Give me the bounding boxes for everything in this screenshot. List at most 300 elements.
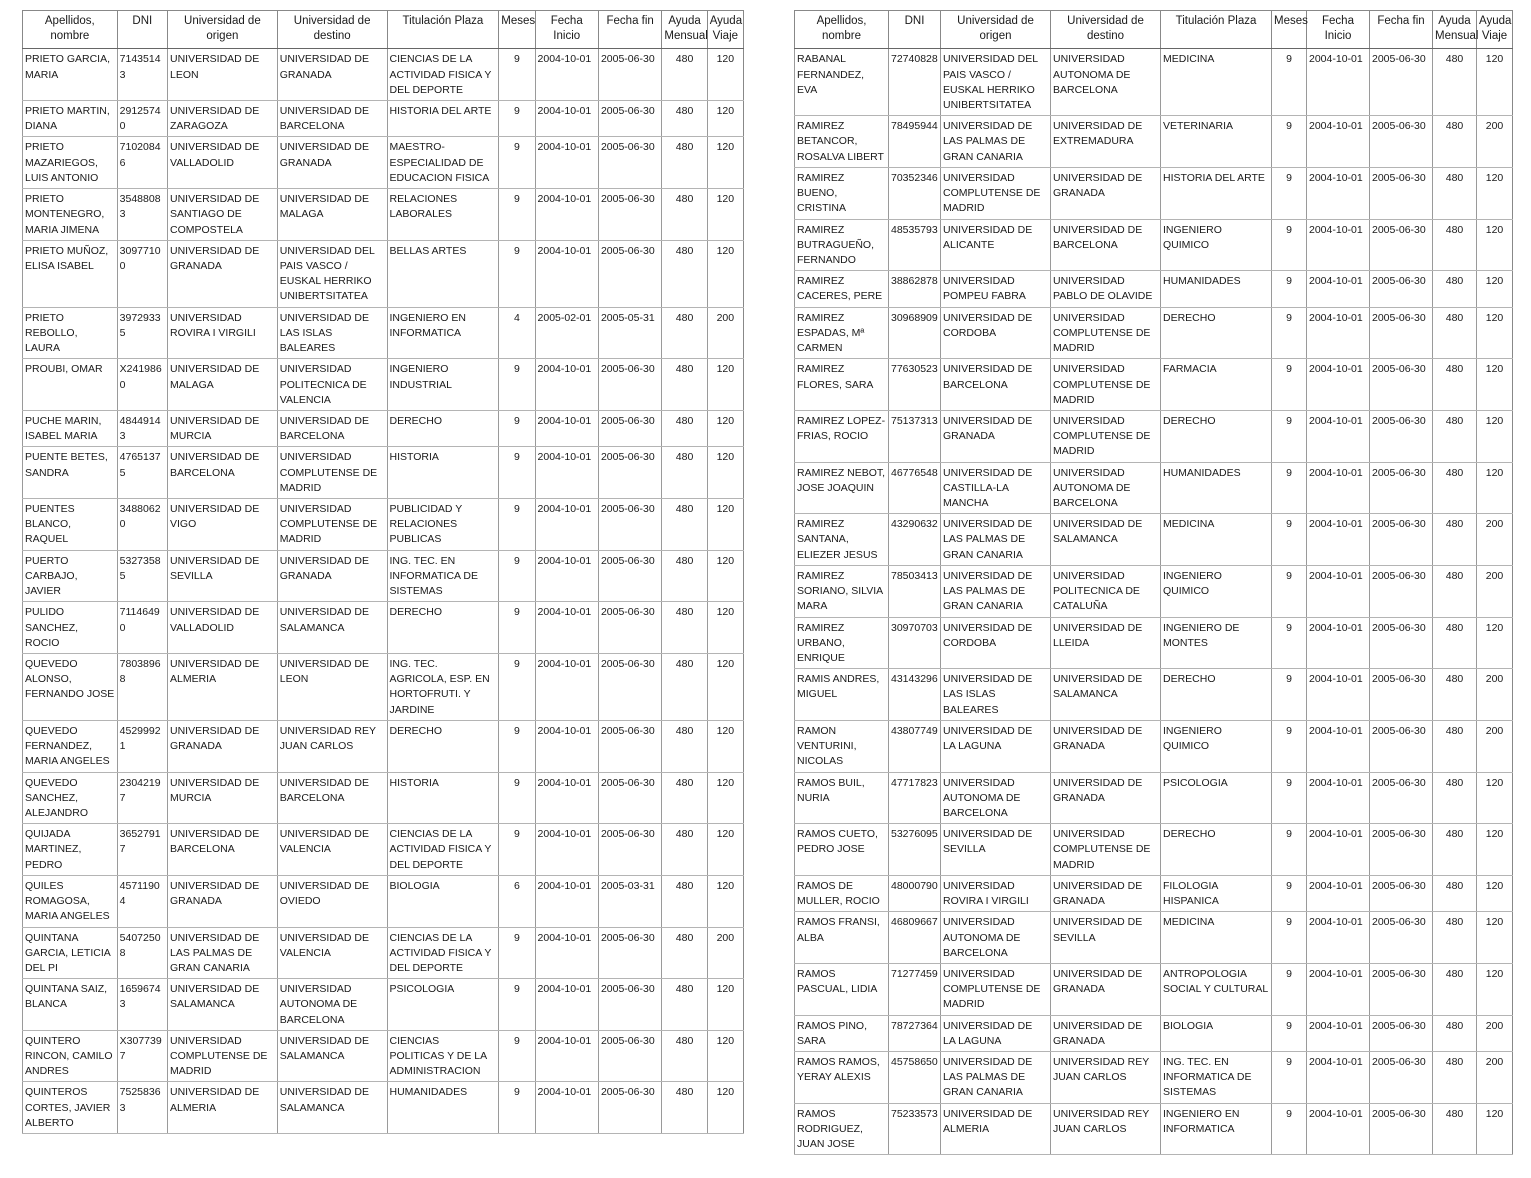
cell-fecha-fin: 2005-06-30 <box>1370 1103 1433 1155</box>
cell-meses: 9 <box>1272 617 1307 669</box>
cell-origen: UNIVERSIDAD DE ZARAGOZA <box>168 101 278 137</box>
cell-ayuda-viaje: 200 <box>1477 720 1513 772</box>
cell-titulacion: FILOLOGIA HISPANICA <box>1161 875 1272 911</box>
cell-fecha-fin: 2005-06-30 <box>598 137 661 189</box>
cell-origen: UNIVERSIDAD POMPEU FABRA <box>941 271 1051 307</box>
cell-ayuda-viaje: 120 <box>707 240 743 307</box>
cell-meses: 9 <box>499 499 535 551</box>
cell-dni: 78503413 <box>889 565 941 617</box>
cell-ayuda-viaje: 200 <box>1477 565 1513 617</box>
cell-ayuda-mensual: 480 <box>662 720 707 772</box>
cell-titulacion: PSICOLOGIA <box>1161 772 1272 824</box>
cell-meses: 9 <box>1272 1052 1307 1104</box>
cell-origen: UNIVERSIDAD DE LAS PALMAS DE GRAN CANARIA <box>941 1052 1051 1104</box>
cell-origen: UNIVERSIDAD DE LAS PALMAS DE GRAN CANARIA <box>168 927 278 979</box>
table-row <box>795 514 1513 566</box>
cell-nombre: RAMIS ANDRES, MIGUEL <box>795 669 889 721</box>
cell-ayuda-viaje: 120 <box>707 49 743 101</box>
table-row <box>23 447 744 499</box>
cell-ayuda-viaje: 120 <box>1477 271 1513 307</box>
cell-origen: UNIVERSIDAD DE MURCIA <box>168 410 278 446</box>
cell-fecha-inicio: 2004-10-01 <box>535 359 598 411</box>
table-row <box>23 137 744 189</box>
table-row <box>795 410 1513 462</box>
cell-nombre: PUCHE MARIN, ISABEL MARIA <box>23 410 118 446</box>
header-dni: DNI <box>117 11 167 49</box>
cell-titulacion: HISTORIA DEL ARTE <box>1161 167 1272 219</box>
cell-destino: UNIVERSIDAD DE SALAMANCA <box>1051 669 1161 721</box>
cell-nombre: QUEVEDO ALONSO, FERNANDO JOSE <box>23 654 118 721</box>
cell-destino: UNIVERSIDAD DE GRANADA <box>1051 1015 1161 1051</box>
cell-nombre: PRIETO GARCIA, MARIA <box>23 49 118 101</box>
cell-destino: UNIVERSIDAD COMPLUTENSE DE MADRID <box>1051 824 1161 876</box>
cell-fecha-fin: 2005-06-30 <box>1370 720 1433 772</box>
cell-dni: 71277459 <box>889 963 941 1015</box>
cell-titulacion: BELLAS ARTES <box>387 240 499 307</box>
table-row <box>23 654 744 721</box>
cell-dni: 47651375 <box>117 447 167 499</box>
cell-dni: 43290632 <box>889 514 941 566</box>
cell-fecha-fin: 2005-06-30 <box>598 1030 661 1082</box>
cell-ayuda-mensual: 480 <box>1433 359 1477 411</box>
cell-ayuda-viaje: 120 <box>707 824 743 876</box>
cell-meses: 9 <box>1272 669 1307 721</box>
cell-ayuda-mensual: 480 <box>1433 824 1477 876</box>
cell-meses: 9 <box>1272 720 1307 772</box>
cell-ayuda-mensual: 480 <box>1433 772 1477 824</box>
table-header-row <box>23 11 744 49</box>
cell-meses: 9 <box>499 189 535 241</box>
cell-destino: UNIVERSIDAD PABLO DE OLAVIDE <box>1051 271 1161 307</box>
cell-titulacion: INGENIERO QUIMICO <box>1161 219 1272 271</box>
cell-origen: UNIVERSIDAD DE BARCELONA <box>941 359 1051 411</box>
cell-fecha-fin: 2005-06-30 <box>1370 462 1433 514</box>
table-row <box>795 167 1513 219</box>
cell-fecha-inicio: 2004-10-01 <box>1307 824 1370 876</box>
cell-meses: 9 <box>1272 307 1307 359</box>
table-row <box>795 912 1513 964</box>
cell-origen: UNIVERSIDAD ROVIRA I VIRGILI <box>941 875 1051 911</box>
cell-meses: 9 <box>499 602 535 654</box>
header-meses: Meses <box>499 11 535 49</box>
cell-dni: 36527917 <box>117 824 167 876</box>
cell-fecha-inicio: 2004-10-01 <box>1307 1015 1370 1051</box>
cell-ayuda-mensual: 480 <box>1433 963 1477 1015</box>
cell-nombre: RAMIREZ FLORES, SARA <box>795 359 889 411</box>
cell-titulacion: INGENIERO QUIMICO <box>1161 720 1272 772</box>
cell-dni: 39729335 <box>117 307 167 359</box>
cell-origen: UNIVERSIDAD DE BARCELONA <box>168 824 278 876</box>
cell-origen: UNIVERSIDAD AUTONOMA DE BARCELONA <box>941 912 1051 964</box>
cell-titulacion: HUMANIDADES <box>1161 271 1272 307</box>
cell-nombre: RAMIREZ NEBOT, JOSE JOAQUIN <box>795 462 889 514</box>
cell-ayuda-viaje: 120 <box>1477 307 1513 359</box>
table-row <box>23 772 744 824</box>
cell-fecha-inicio: 2004-10-01 <box>1307 167 1370 219</box>
cell-ayuda-viaje: 120 <box>707 602 743 654</box>
cell-meses: 9 <box>499 49 535 101</box>
table-body-left <box>23 49 744 1134</box>
cell-ayuda-mensual: 480 <box>662 824 707 876</box>
cell-destino: UNIVERSIDAD DE SALAMANCA <box>1051 514 1161 566</box>
cell-destino: UNIVERSIDAD DE MALAGA <box>277 189 387 241</box>
cell-ayuda-mensual: 480 <box>1433 720 1477 772</box>
cell-fecha-inicio: 2004-10-01 <box>535 1082 598 1134</box>
cell-nombre: RAMIREZ SORIANO, SILVIA MARA <box>795 565 889 617</box>
cell-fecha-fin: 2005-06-30 <box>1370 963 1433 1015</box>
table-row <box>795 1103 1513 1155</box>
cell-ayuda-mensual: 480 <box>662 240 707 307</box>
cell-nombre: RAMIREZ ESPADAS, Mª CARMEN <box>795 307 889 359</box>
cell-dni: 54072508 <box>117 927 167 979</box>
cell-ayuda-mensual: 480 <box>1433 271 1477 307</box>
cell-fecha-inicio: 2004-10-01 <box>535 410 598 446</box>
cell-ayuda-mensual: 480 <box>1433 116 1477 168</box>
cell-fecha-inicio: 2004-10-01 <box>1307 772 1370 824</box>
cell-ayuda-viaje: 120 <box>707 772 743 824</box>
cell-origen: UNIVERSIDAD DE LAS PALMAS DE GRAN CANARIA <box>941 116 1051 168</box>
cell-ayuda-viaje: 120 <box>1477 912 1513 964</box>
cell-ayuda-viaje: 200 <box>1477 116 1513 168</box>
cell-ayuda-mensual: 480 <box>1433 462 1477 514</box>
scholarship-table-left <box>22 10 744 1134</box>
cell-destino: UNIVERSIDAD COMPLUTENSE DE MADRID <box>1051 307 1161 359</box>
cell-ayuda-viaje: 200 <box>1477 1052 1513 1104</box>
cell-ayuda-viaje: 120 <box>707 1082 743 1134</box>
cell-dni: 75258363 <box>117 1082 167 1134</box>
cell-fecha-fin: 2005-06-30 <box>1370 824 1433 876</box>
cell-origen: UNIVERSIDAD DE GRANADA <box>941 410 1051 462</box>
cell-origen: UNIVERSIDAD DE SALAMANCA <box>168 979 278 1031</box>
cell-fecha-fin: 2005-06-30 <box>598 824 661 876</box>
cell-fecha-inicio: 2004-10-01 <box>1307 1052 1370 1104</box>
cell-meses: 9 <box>1272 410 1307 462</box>
cell-titulacion: PSICOLOGIA <box>387 979 499 1031</box>
cell-fecha-fin: 2005-06-30 <box>598 49 661 101</box>
cell-ayuda-mensual: 480 <box>662 359 707 411</box>
cell-nombre: PRIETO MAZARIEGOS, LUIS ANTONIO <box>23 137 118 189</box>
cell-ayuda-mensual: 480 <box>662 410 707 446</box>
cell-nombre: QUINTEROS CORTES, JAVIER ALBERTO <box>23 1082 118 1134</box>
cell-fecha-fin: 2005-06-30 <box>1370 410 1433 462</box>
cell-meses: 9 <box>1272 219 1307 271</box>
cell-ayuda-viaje: 120 <box>1477 410 1513 462</box>
cell-meses: 4 <box>499 307 535 359</box>
cell-origen: UNIVERSIDAD DE CORDOBA <box>941 617 1051 669</box>
cell-titulacion: VETERINARIA <box>1161 116 1272 168</box>
table-row <box>795 669 1513 721</box>
cell-dni: 75233573 <box>889 1103 941 1155</box>
cell-meses: 9 <box>1272 963 1307 1015</box>
table-row <box>23 410 744 446</box>
cell-origen: UNIVERSIDAD DE ALMERIA <box>168 1082 278 1134</box>
cell-fecha-fin: 2005-06-30 <box>598 447 661 499</box>
table-row <box>23 240 744 307</box>
cell-destino: UNIVERSIDAD DE VALENCIA <box>277 927 387 979</box>
cell-dni: 30968909 <box>889 307 941 359</box>
cell-ayuda-mensual: 480 <box>662 550 707 602</box>
cell-nombre: RAMOS PASCUAL, LIDIA <box>795 963 889 1015</box>
cell-origen: UNIVERSIDAD ROVIRA I VIRGILI <box>168 307 278 359</box>
cell-meses: 9 <box>1272 49 1307 116</box>
cell-dni: 45758650 <box>889 1052 941 1104</box>
table-row <box>23 49 744 101</box>
cell-meses: 9 <box>499 410 535 446</box>
cell-dni: 48449143 <box>117 410 167 446</box>
cell-fecha-inicio: 2004-10-01 <box>1307 617 1370 669</box>
cell-fecha-inicio: 2004-10-01 <box>535 654 598 721</box>
cell-destino: UNIVERSIDAD DE LAS ISLAS BALEARES <box>277 307 387 359</box>
cell-nombre: RAMOS DE MULLER, ROCIO <box>795 875 889 911</box>
cell-ayuda-viaje: 120 <box>1477 219 1513 271</box>
cell-ayuda-viaje: 120 <box>1477 167 1513 219</box>
cell-dni: 45299921 <box>117 720 167 772</box>
cell-dni: 34880620 <box>117 499 167 551</box>
cell-destino: UNIVERSIDAD DE LLEIDA <box>1051 617 1161 669</box>
cell-nombre: QUIJADA MARTINEZ, PEDRO <box>23 824 118 876</box>
cell-destino: UNIVERSIDAD DE SALAMANCA <box>277 1030 387 1082</box>
cell-ayuda-mensual: 480 <box>662 979 707 1031</box>
table-row <box>23 550 744 602</box>
cell-nombre: RAMOS RODRIGUEZ, JUAN JOSE <box>795 1103 889 1155</box>
table-row <box>23 1030 744 1082</box>
cell-ayuda-mensual: 480 <box>662 1082 707 1134</box>
cell-nombre: RAMIREZ SANTANA, ELIEZER JESUS <box>795 514 889 566</box>
cell-ayuda-mensual: 480 <box>1433 307 1477 359</box>
cell-meses: 9 <box>1272 772 1307 824</box>
cell-destino: UNIVERSIDAD DE GRANADA <box>277 137 387 189</box>
cell-destino: UNIVERSIDAD AUTONOMA DE BARCELONA <box>1051 462 1161 514</box>
cell-destino: UNIVERSIDAD REY JUAN CARLOS <box>1051 1103 1161 1155</box>
cell-destino: UNIVERSIDAD COMPLUTENSE DE MADRID <box>277 447 387 499</box>
cell-origen: UNIVERSIDAD DE MURCIA <box>168 772 278 824</box>
cell-ayuda-mensual: 480 <box>1433 875 1477 911</box>
cell-ayuda-viaje: 120 <box>707 189 743 241</box>
cell-fecha-fin: 2005-06-30 <box>598 654 661 721</box>
cell-fecha-fin: 2005-06-30 <box>598 1082 661 1134</box>
cell-nombre: PROUBI, OMAR <box>23 359 118 411</box>
cell-dni: 16596743 <box>117 979 167 1031</box>
cell-fecha-fin: 2005-06-30 <box>1370 1015 1433 1051</box>
cell-dni: 48535793 <box>889 219 941 271</box>
cell-ayuda-viaje: 120 <box>707 359 743 411</box>
cell-meses: 9 <box>1272 271 1307 307</box>
cell-titulacion: HUMANIDADES <box>1161 462 1272 514</box>
cell-origen: UNIVERSIDAD DE LAS PALMAS DE GRAN CANARIA <box>941 514 1051 566</box>
cell-ayuda-viaje: 200 <box>1477 514 1513 566</box>
cell-destino: UNIVERSIDAD POLITECNICA DE VALENCIA <box>277 359 387 411</box>
cell-dni: 46776548 <box>889 462 941 514</box>
cell-fecha-fin: 2005-06-30 <box>1370 271 1433 307</box>
cell-dni: 53276095 <box>889 824 941 876</box>
cell-titulacion: DERECHO <box>1161 824 1272 876</box>
cell-fecha-fin: 2005-06-30 <box>1370 565 1433 617</box>
cell-nombre: RAMIREZ LOPEZ-FRIAS, ROCIO <box>795 410 889 462</box>
cell-nombre: PUERTO CARBAJO, JAVIER <box>23 550 118 602</box>
cell-fecha-inicio: 2004-10-01 <box>1307 565 1370 617</box>
cell-ayuda-viaje: 120 <box>1477 617 1513 669</box>
cell-dni: 29125740 <box>117 101 167 137</box>
header-ayuda-mensual: Ayuda Mensual <box>1433 11 1477 49</box>
table-row <box>23 101 744 137</box>
cell-titulacion: DERECHO <box>387 720 499 772</box>
cell-dni: 23042197 <box>117 772 167 824</box>
cell-nombre: PUENTES BLANCO, RAQUEL <box>23 499 118 551</box>
cell-fecha-fin: 2005-06-30 <box>1370 669 1433 721</box>
cell-destino: UNIVERSIDAD DE BARCELONA <box>277 101 387 137</box>
cell-ayuda-viaje: 200 <box>707 927 743 979</box>
cell-meses: 9 <box>499 979 535 1031</box>
cell-dni: 45711904 <box>117 875 167 927</box>
table-row <box>795 565 1513 617</box>
cell-titulacion: ANTROPOLOGIA SOCIAL Y CULTURAL <box>1161 963 1272 1015</box>
cell-fecha-inicio: 2004-10-01 <box>1307 720 1370 772</box>
cell-destino: UNIVERSIDAD POLITECNICA DE CATALUÑA <box>1051 565 1161 617</box>
cell-destino: UNIVERSIDAD DE OVIEDO <box>277 875 387 927</box>
cell-nombre: RAMIREZ URBANO, ENRIQUE <box>795 617 889 669</box>
cell-dni: 47717823 <box>889 772 941 824</box>
cell-fecha-fin: 2005-06-30 <box>598 602 661 654</box>
cell-fecha-fin: 2005-06-30 <box>1370 875 1433 911</box>
cell-fecha-fin: 2005-06-30 <box>598 979 661 1031</box>
cell-nombre: QUINTANA GARCIA, LETICIA DEL PI <box>23 927 118 979</box>
cell-titulacion: DERECHO <box>1161 669 1272 721</box>
cell-fecha-fin: 2005-06-30 <box>598 359 661 411</box>
cell-destino: UNIVERSIDAD COMPLUTENSE DE MADRID <box>277 499 387 551</box>
cell-meses: 9 <box>499 137 535 189</box>
cell-nombre: QUINTANA SAIZ, BLANCA <box>23 979 118 1031</box>
cell-ayuda-mensual: 480 <box>662 189 707 241</box>
cell-fecha-inicio: 2004-10-01 <box>1307 307 1370 359</box>
cell-origen: UNIVERSIDAD DE ALMERIA <box>168 654 278 721</box>
cell-dni: X3077397 <box>117 1030 167 1082</box>
cell-ayuda-mensual: 480 <box>1433 410 1477 462</box>
cell-dni: 78495944 <box>889 116 941 168</box>
table-row <box>795 824 1513 876</box>
cell-fecha-fin: 2005-06-30 <box>1370 116 1433 168</box>
cell-dni: 48000790 <box>889 875 941 911</box>
cell-ayuda-mensual: 480 <box>1433 1103 1477 1155</box>
cell-ayuda-viaje: 200 <box>707 307 743 359</box>
cell-destino: UNIVERSIDAD DE EXTREMADURA <box>1051 116 1161 168</box>
cell-ayuda-mensual: 480 <box>662 602 707 654</box>
cell-dni: 77630523 <box>889 359 941 411</box>
cell-nombre: PRIETO MARTIN, DIANA <box>23 101 118 137</box>
cell-destino: UNIVERSIDAD DE GRANADA <box>277 49 387 101</box>
table-row <box>23 359 744 411</box>
header-apellidos: Apellidos, nombre <box>23 11 118 49</box>
cell-origen: UNIVERSIDAD DE VIGO <box>168 499 278 551</box>
right-page <box>794 10 1512 1155</box>
cell-titulacion: BIOLOGIA <box>387 875 499 927</box>
table-row <box>795 875 1513 911</box>
cell-fecha-inicio: 2004-10-01 <box>1307 514 1370 566</box>
cell-ayuda-viaje: 120 <box>707 137 743 189</box>
cell-destino: UNIVERSIDAD DE LEON <box>277 654 387 721</box>
cell-meses: 9 <box>1272 912 1307 964</box>
header-meses: Meses <box>1272 11 1307 49</box>
cell-titulacion: DERECHO <box>1161 307 1272 359</box>
cell-origen: UNIVERSIDAD COMPLUTENSE DE MADRID <box>168 1030 278 1082</box>
cell-meses: 9 <box>1272 565 1307 617</box>
cell-ayuda-mensual: 480 <box>662 447 707 499</box>
cell-destino: UNIVERSIDAD DE GRANADA <box>1051 963 1161 1015</box>
cell-destino: UNIVERSIDAD AUTONOMA DE BARCELONA <box>277 979 387 1031</box>
cell-dni: X2419860 <box>117 359 167 411</box>
table-row <box>795 617 1513 669</box>
cell-nombre: RAMON VENTURINI, NICOLAS <box>795 720 889 772</box>
cell-meses: 9 <box>499 927 535 979</box>
cell-meses: 9 <box>499 240 535 307</box>
cell-fecha-inicio: 2004-10-01 <box>535 499 598 551</box>
cell-origen: UNIVERSIDAD DE CASTILLA-LA MANCHA <box>941 462 1051 514</box>
cell-fecha-fin: 2005-06-30 <box>1370 772 1433 824</box>
cell-fecha-inicio: 2004-10-01 <box>1307 49 1370 116</box>
cell-destino: UNIVERSIDAD DE BARCELONA <box>277 410 387 446</box>
cell-fecha-fin: 2005-06-30 <box>598 720 661 772</box>
cell-nombre: QUILES ROMAGOSA, MARIA ANGELES <box>23 875 118 927</box>
header-titulacion: Titulación Plaza <box>387 11 499 49</box>
cell-meses: 9 <box>1272 359 1307 411</box>
cell-dni: 78038968 <box>117 654 167 721</box>
cell-meses: 9 <box>499 1030 535 1082</box>
cell-titulacion: DERECHO <box>1161 410 1272 462</box>
cell-fecha-inicio: 2004-10-01 <box>535 447 598 499</box>
cell-origen: UNIVERSIDAD DE LAS ISLAS BALEARES <box>941 669 1051 721</box>
header-titulacion: Titulación Plaza <box>1161 11 1272 49</box>
cell-dni: 30977100 <box>117 240 167 307</box>
cell-nombre: RAMOS PINO, SARA <box>795 1015 889 1051</box>
cell-ayuda-mensual: 480 <box>1433 617 1477 669</box>
cell-destino: UNIVERSIDAD DE GRANADA <box>1051 875 1161 911</box>
header-fecha-inicio: Fecha Inicio <box>535 11 598 49</box>
cell-fecha-fin: 2005-06-30 <box>1370 617 1433 669</box>
cell-fecha-inicio: 2005-02-01 <box>535 307 598 359</box>
cell-ayuda-viaje: 120 <box>707 1030 743 1082</box>
cell-origen: UNIVERSIDAD DE ALMERIA <box>941 1103 1051 1155</box>
cell-fecha-inicio: 2004-10-01 <box>1307 1103 1370 1155</box>
cell-dni: 78727364 <box>889 1015 941 1051</box>
table-row <box>795 219 1513 271</box>
cell-destino: UNIVERSIDAD DEL PAIS VASCO / EUSKAL HERRIKO UNIBERTSITATEA <box>277 240 387 307</box>
cell-dni: 35488083 <box>117 189 167 241</box>
cell-fecha-fin: 2005-06-30 <box>598 499 661 551</box>
cell-meses: 9 <box>1272 824 1307 876</box>
cell-titulacion: DERECHO <box>387 410 499 446</box>
table-row <box>795 462 1513 514</box>
table-row <box>23 189 744 241</box>
cell-titulacion: DERECHO <box>387 602 499 654</box>
cell-fecha-fin: 2005-06-30 <box>598 550 661 602</box>
cell-ayuda-viaje: 120 <box>707 720 743 772</box>
cell-nombre: RABANAL FERNANDEZ, EVA <box>795 49 889 116</box>
cell-ayuda-viaje: 120 <box>707 410 743 446</box>
cell-destino: UNIVERSIDAD COMPLUTENSE DE MADRID <box>1051 410 1161 462</box>
cell-origen: UNIVERSIDAD DE SEVILLA <box>168 550 278 602</box>
cell-fecha-inicio: 2004-10-01 <box>535 101 598 137</box>
cell-titulacion: CIENCIAS DE LA ACTIVIDAD FISICA Y DEL DEPORTE <box>387 49 499 101</box>
table-row <box>23 1082 744 1134</box>
cell-ayuda-mensual: 480 <box>662 499 707 551</box>
cell-titulacion: INGENIERO QUIMICO <box>1161 565 1272 617</box>
cell-fecha-fin: 2005-06-30 <box>598 410 661 446</box>
cell-fecha-inicio: 2004-10-01 <box>535 979 598 1031</box>
cell-ayuda-mensual: 480 <box>1433 1052 1477 1104</box>
cell-origen: UNIVERSIDAD DE GRANADA <box>168 875 278 927</box>
cell-fecha-inicio: 2004-10-01 <box>1307 116 1370 168</box>
table-row <box>23 824 744 876</box>
cell-ayuda-viaje: 120 <box>1477 462 1513 514</box>
